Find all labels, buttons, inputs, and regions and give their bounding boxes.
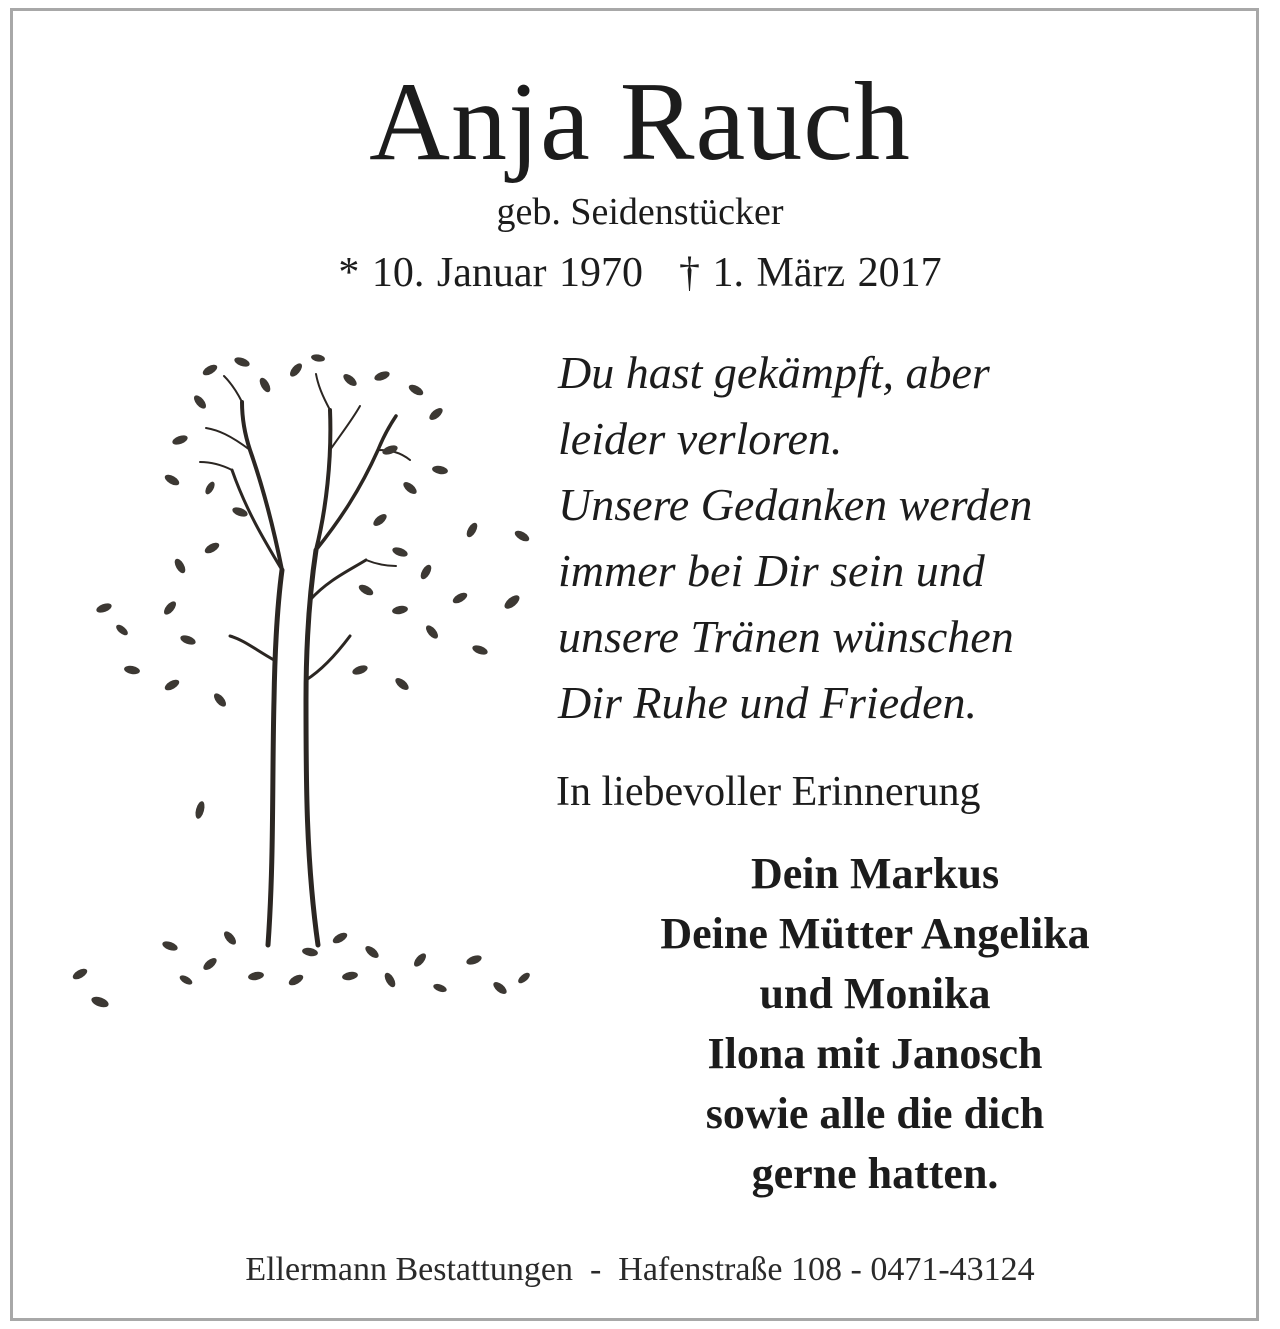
maiden-name: geb. Seidenstücker bbox=[496, 191, 784, 233]
poem-line: unsere Tränen wünschen bbox=[558, 611, 1014, 662]
poem-line: Du hast gekämpft, aber bbox=[558, 347, 990, 398]
funeral-home-footer: Ellermann Bestattungen - Hafenstraße 108 - 0471-43124 bbox=[245, 1251, 1035, 1288]
birth-date: * 10. Januar 1970 bbox=[338, 250, 643, 296]
memory-line: In liebevoller Erinnerung bbox=[556, 769, 981, 815]
poem-line: Dir Ruhe und Frieden. bbox=[558, 677, 978, 728]
signer-line: Ilona mit Janosch bbox=[707, 1029, 1043, 1078]
signer-line: gerne hatten. bbox=[751, 1149, 999, 1198]
poem-line: Unsere Gedanken werden bbox=[558, 479, 1033, 530]
poem-line: immer bei Dir sein und bbox=[558, 545, 985, 596]
signer-line: Deine Mütter Angelika bbox=[660, 909, 1090, 958]
death-date: † 1. März 2017 bbox=[679, 250, 942, 296]
tree-with-falling-leaves-icon bbox=[60, 340, 560, 1030]
deceased-name: Anja Rauch bbox=[369, 60, 911, 184]
poem bbox=[558, 340, 1178, 736]
life-dates bbox=[0, 248, 1280, 298]
signer-line: und Monika bbox=[759, 969, 991, 1018]
poem-line: leider verloren. bbox=[558, 413, 843, 464]
signer-line: sowie alle die dich bbox=[705, 1089, 1045, 1138]
signers bbox=[600, 844, 1150, 1204]
signer-line: Dein Markus bbox=[750, 849, 1000, 898]
